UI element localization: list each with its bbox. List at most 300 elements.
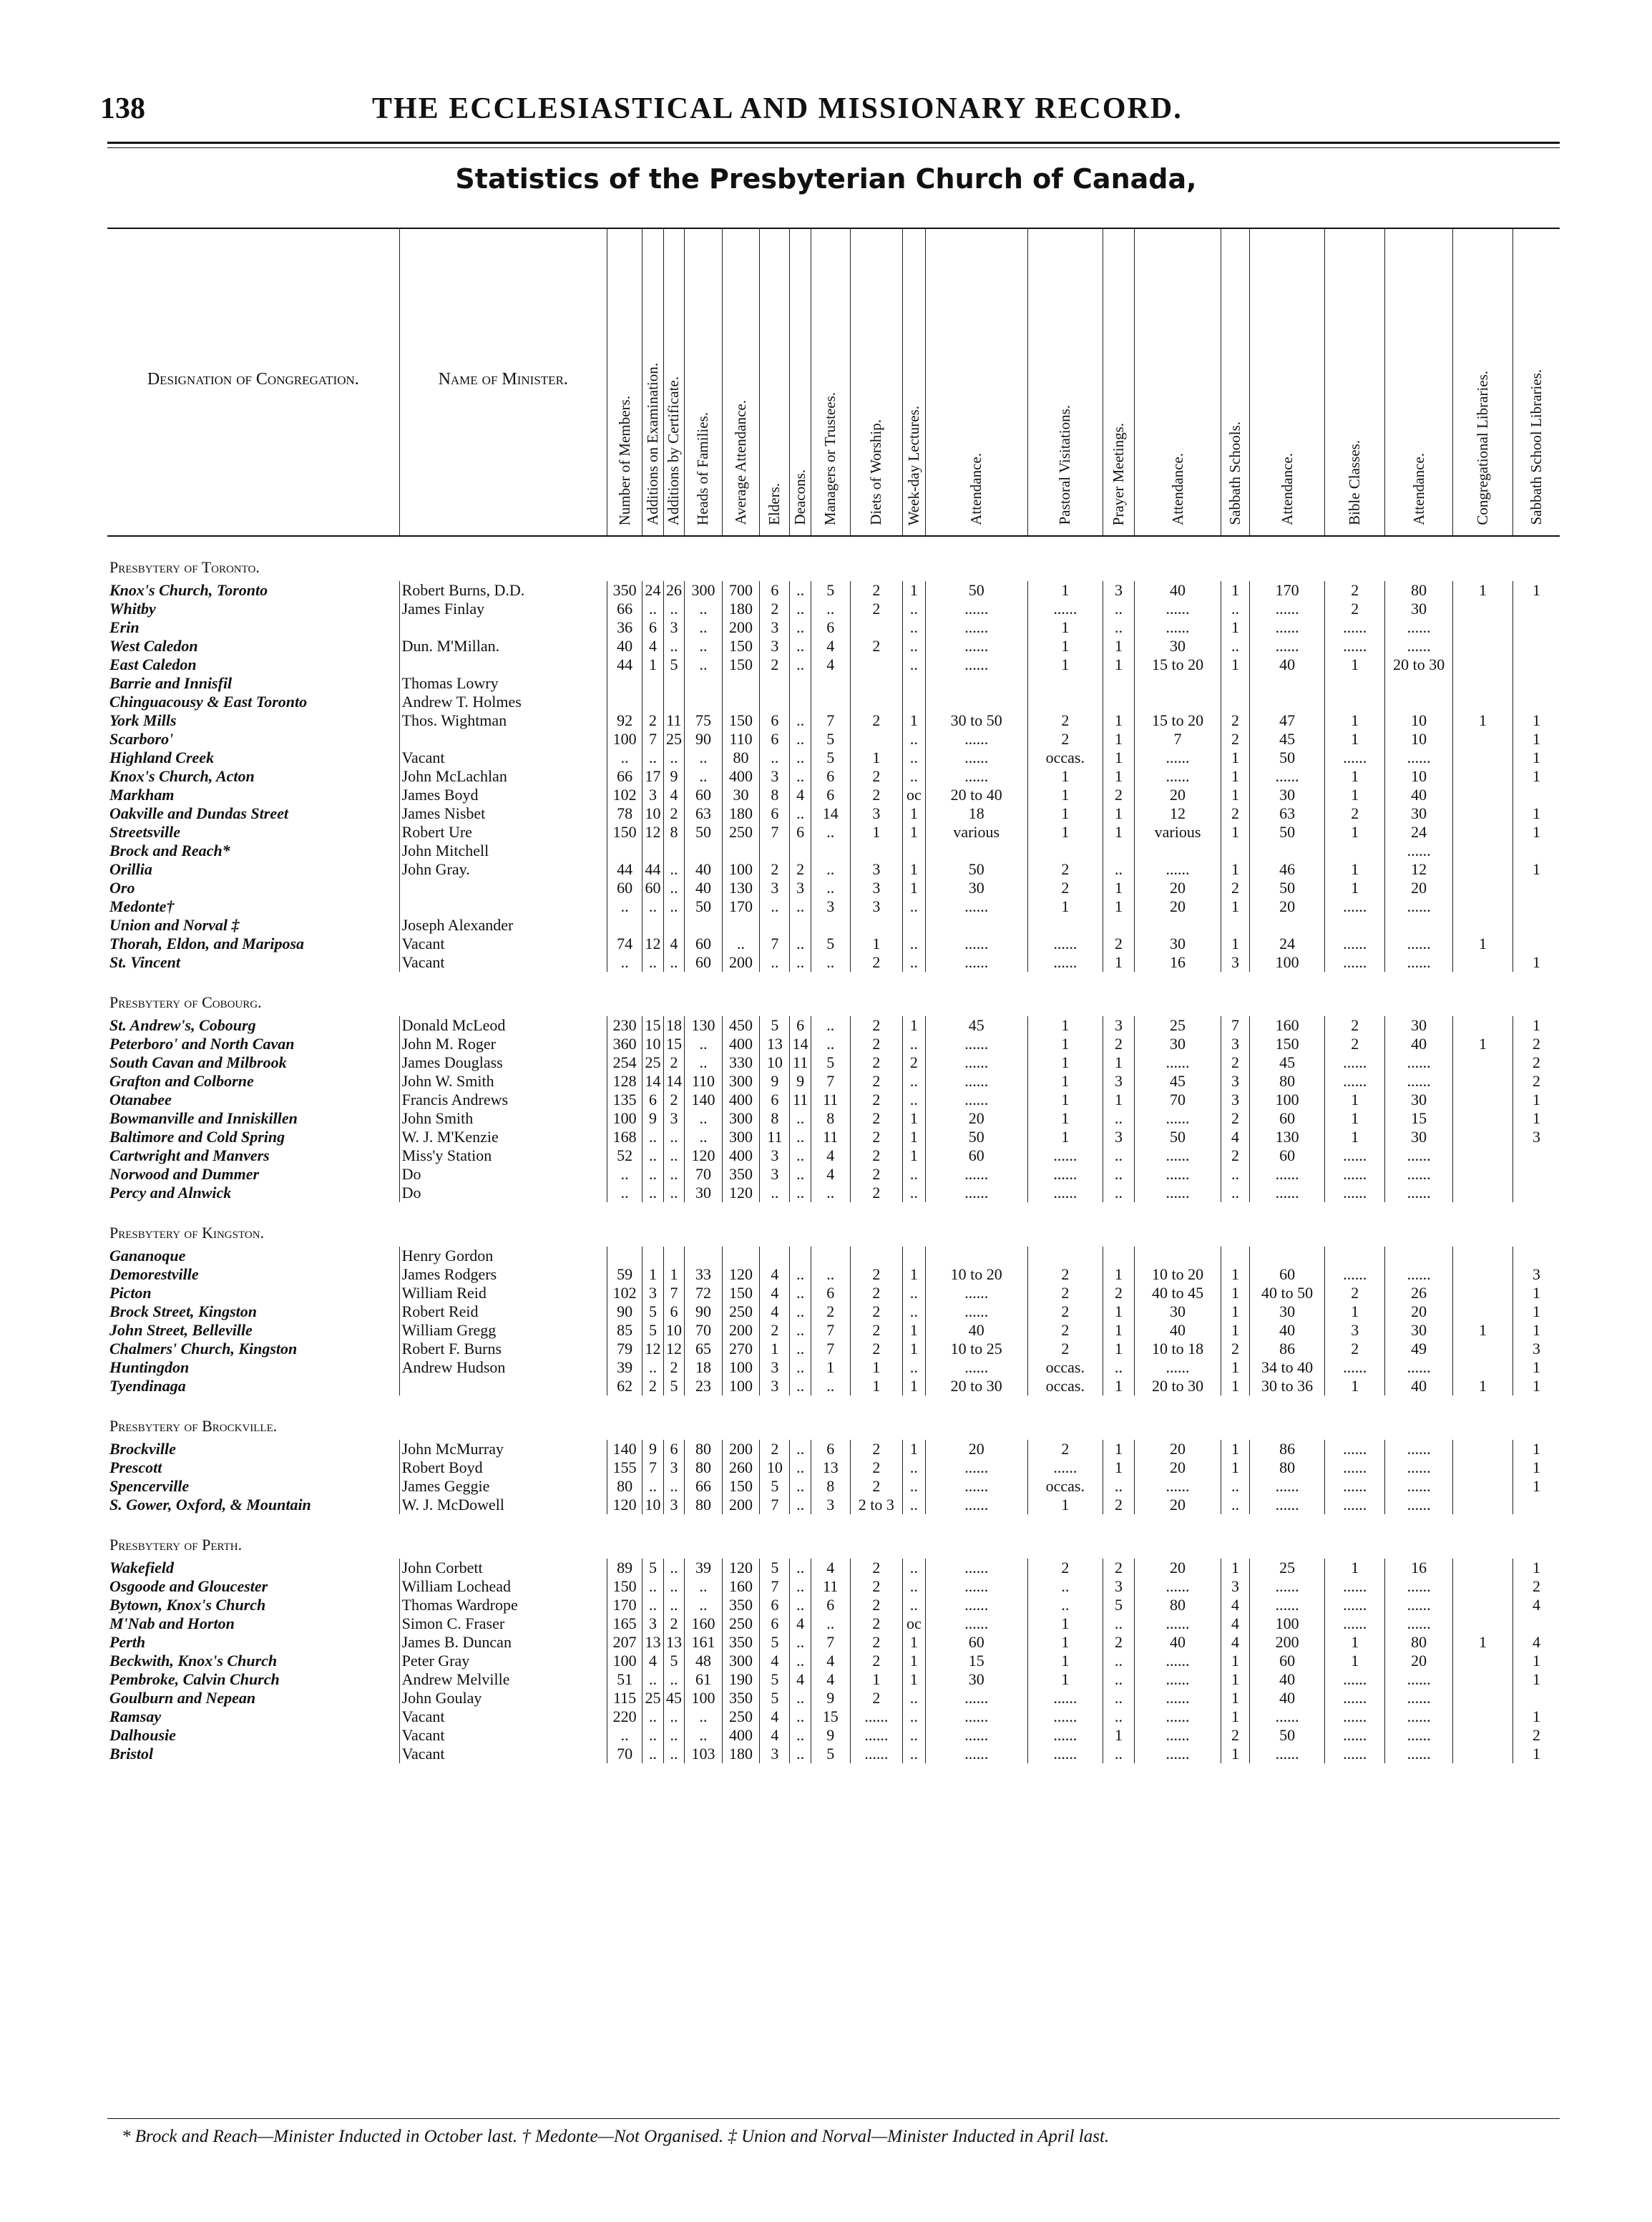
table-cell: 1 <box>903 879 926 897</box>
table-cell: 1 <box>1027 581 1103 600</box>
table-cell: 40 <box>1250 1321 1325 1340</box>
congregation-name: Picton <box>109 1284 152 1302</box>
minister-name: Peter Gray <box>399 1652 607 1670</box>
table-cell: 3 <box>642 1284 663 1302</box>
table-cell: 1 <box>1103 656 1134 674</box>
table-cell: 100 <box>722 1358 760 1377</box>
table-cell <box>1452 897 1512 916</box>
table-cell: 4 <box>1513 1633 1560 1652</box>
table-cell: 207 <box>607 1633 642 1652</box>
statistics-table <box>107 228 1560 1763</box>
table-cell: ...... <box>925 1689 1027 1707</box>
table-cell: 30 <box>1135 1035 1221 1053</box>
table-cell: .. <box>642 1707 663 1726</box>
table-cell: 160 <box>685 1614 723 1633</box>
table-cell: .. <box>790 1633 811 1652</box>
table-cell: 47 <box>1250 711 1325 730</box>
table-cell <box>903 1247 926 1265</box>
table-cell: 1 <box>1103 823 1134 842</box>
table-cell: 16 <box>1135 953 1221 972</box>
minister-name: Vacant <box>399 749 607 767</box>
table-cell <box>1250 916 1325 935</box>
table-cell: 1 <box>1027 823 1103 842</box>
table-cell: 63 <box>685 804 723 823</box>
table-cell <box>607 693 642 711</box>
table-cell: .. <box>663 1707 684 1726</box>
table-cell: 60 <box>1250 1109 1325 1128</box>
table-cell: ...... <box>1135 1109 1221 1128</box>
table-cell: .. <box>903 1165 926 1184</box>
table-cell: 51 <box>607 1670 642 1689</box>
table-cell <box>1452 1614 1512 1633</box>
table-cell: .. <box>663 1184 684 1202</box>
table-cell: 15 <box>642 1016 663 1035</box>
table-cell: 1 <box>1027 1614 1103 1633</box>
table-cell: ...... <box>1325 897 1385 916</box>
table-row <box>107 1284 1560 1302</box>
table-cell <box>1452 1670 1512 1689</box>
table-row <box>107 1247 1560 1265</box>
table-cell: 3 <box>850 860 903 879</box>
table-row <box>107 1109 1560 1128</box>
table-cell: 2 <box>1325 1035 1385 1053</box>
table-cell: .. <box>663 897 684 916</box>
table-cell: 30 <box>1385 1016 1453 1035</box>
table-cell: 8 <box>760 1109 790 1128</box>
table-cell: 5 <box>663 656 684 674</box>
table-row <box>107 711 1560 730</box>
table-cell: 12 <box>642 935 663 953</box>
table-cell: 1 <box>903 1109 926 1128</box>
table-cell: 1 <box>1221 935 1250 953</box>
table-cell: ...... <box>925 1091 1027 1109</box>
table-cell: .. <box>811 1265 850 1284</box>
congregation-name: Spencerville <box>109 1477 190 1495</box>
table-cell: .. <box>1103 1670 1134 1689</box>
table-row <box>107 1165 1560 1184</box>
table-cell <box>1452 953 1512 972</box>
congregation-name: Oakville and Dundas Street <box>109 804 288 822</box>
table-cell: .. <box>1103 1652 1134 1670</box>
table-cell: 8 <box>760 786 790 804</box>
table-cell: 1 <box>903 1016 926 1035</box>
table-cell: 18 <box>685 1358 723 1377</box>
table-cell: 1 <box>1221 1302 1250 1321</box>
table-cell: 2 <box>1027 879 1103 897</box>
table-cell: .. <box>903 637 926 656</box>
table-cell: 2 <box>1221 711 1250 730</box>
table-cell: ...... <box>1027 953 1103 972</box>
table-cell <box>1452 1146 1512 1165</box>
table-cell: 92 <box>607 711 642 730</box>
table-cell: .. <box>903 1458 926 1477</box>
table-cell: ...... <box>1325 1440 1385 1458</box>
table-cell: 1 <box>1221 1358 1250 1377</box>
table-cell: 1 <box>1452 1035 1512 1053</box>
table-cell: 1 <box>1325 823 1385 842</box>
table-cell <box>1513 897 1560 916</box>
table-cell: ...... <box>1135 749 1221 767</box>
congregation-name: South Cavan and Milbrook <box>109 1053 287 1071</box>
table-cell: 190 <box>722 1670 760 1689</box>
table-cell: .. <box>903 1184 926 1202</box>
table-cell: ...... <box>1385 1707 1453 1726</box>
table-cell: 1 <box>903 1377 926 1395</box>
congregation-name: M'Nab and Horton <box>109 1614 235 1632</box>
table-cell: ...... <box>1250 1477 1325 1496</box>
table-cell: .. <box>790 1440 811 1458</box>
table-cell: 66 <box>685 1477 723 1496</box>
table-cell <box>1103 674 1134 693</box>
table-cell: 103 <box>685 1745 723 1763</box>
table-cell: .. <box>1103 600 1134 618</box>
table-cell: 3 <box>760 637 790 656</box>
table-cell: .. <box>642 1745 663 1763</box>
table-cell: 150 <box>722 1477 760 1496</box>
table-cell: 6 <box>642 1091 663 1109</box>
table-cell: .. <box>642 1165 663 1184</box>
table-cell: 2 <box>850 637 903 656</box>
table-cell: 18 <box>925 804 1027 823</box>
table-cell: 1 <box>1513 1321 1560 1340</box>
table-cell: 46 <box>1250 860 1325 879</box>
table-cell: 30 <box>1135 1302 1221 1321</box>
table-cell: ...... <box>1135 1726 1221 1745</box>
table-cell: 10 <box>760 1458 790 1477</box>
table-cell: 1 <box>850 1377 903 1395</box>
table-row <box>107 786 1560 804</box>
table-cell: 3 <box>642 1614 663 1633</box>
table-cell: 5 <box>811 1745 850 1763</box>
table-cell: 60 <box>685 935 723 953</box>
table-cell: 40 <box>685 860 723 879</box>
table-cell: ...... <box>925 1035 1027 1053</box>
table-cell: .. <box>1027 1596 1103 1614</box>
table-cell: 3 <box>1513 1340 1560 1358</box>
minister-name: John McMurray <box>399 1440 607 1458</box>
table-cell: 39 <box>685 1559 723 1577</box>
table-row <box>107 1035 1560 1053</box>
table-cell <box>1452 823 1512 842</box>
table-cell: .. <box>790 953 811 972</box>
table-cell: ...... <box>1135 618 1221 637</box>
table-cell <box>1452 1689 1512 1707</box>
table-cell: 80 <box>685 1440 723 1458</box>
table-cell: ...... <box>1135 767 1221 786</box>
table-cell: 2 <box>1103 1633 1134 1652</box>
congregation-name: Highland Creek <box>109 749 215 766</box>
table-cell: ...... <box>1250 1707 1325 1726</box>
table-cell: .. <box>903 767 926 786</box>
table-cell: 1 <box>903 1340 926 1358</box>
table-cell: .. <box>903 1302 926 1321</box>
table-cell <box>1221 1247 1250 1265</box>
table-cell: .. <box>685 749 723 767</box>
minister-name: John M. Roger <box>399 1035 607 1053</box>
table-cell: 2 <box>1325 1284 1385 1302</box>
table-cell <box>1452 600 1512 618</box>
congregation-name: Pembroke, Calvin Church <box>109 1670 280 1688</box>
table-cell: ...... <box>1325 1577 1385 1596</box>
table-row <box>107 842 1560 860</box>
table-cell: ...... <box>925 1165 1027 1184</box>
table-cell: .. <box>790 1458 811 1477</box>
table-cell: 2 <box>1221 1726 1250 1745</box>
table-cell <box>925 1247 1027 1265</box>
table-cell: 100 <box>1250 1614 1325 1633</box>
table-cell <box>760 916 790 935</box>
table-cell: 2 <box>850 1633 903 1652</box>
table-cell: 2 <box>850 1072 903 1091</box>
table-cell: 1 <box>1103 1265 1134 1284</box>
table-cell: 15 to 20 <box>1135 656 1221 674</box>
table-cell: 1 <box>1221 1559 1250 1577</box>
table-cell <box>607 842 642 860</box>
table-cell: 1 <box>903 711 926 730</box>
table-cell: .. <box>903 618 926 637</box>
table-cell: 50 <box>685 823 723 842</box>
congregation-name: Beckwith, Knox's Church <box>109 1652 278 1670</box>
table-row <box>107 879 1560 897</box>
table-cell: 30 <box>925 1670 1027 1689</box>
minister-name: Robert Reid <box>399 1302 607 1321</box>
table-cell <box>760 1247 790 1265</box>
table-cell: ...... <box>1385 1358 1453 1377</box>
table-cell: .. <box>790 1477 811 1496</box>
table-cell <box>1452 1596 1512 1614</box>
table-cell <box>1027 674 1103 693</box>
table-cell: ...... <box>1325 1689 1385 1707</box>
congregation-name: Huntingdon <box>109 1358 190 1376</box>
table-cell: 6 <box>760 581 790 600</box>
table-cell: 6 <box>790 1016 811 1035</box>
table-cell: 6 <box>811 618 850 637</box>
table-cell: 20 to 30 <box>1135 1377 1221 1395</box>
table-cell: 24 <box>1385 823 1453 842</box>
table-cell: 1 <box>1221 823 1250 842</box>
table-cell: 350 <box>722 1689 760 1707</box>
table-cell: 30 <box>1250 786 1325 804</box>
table-cell: 30 <box>1385 1128 1453 1146</box>
table-cell: .. <box>811 1016 850 1035</box>
table-cell: 1 <box>1325 1091 1385 1109</box>
congregation-name: Demorestville <box>109 1265 199 1283</box>
table-cell: 45 <box>1250 730 1325 749</box>
table-cell: .. <box>642 1184 663 1202</box>
minister-name: James Geggie <box>399 1477 607 1496</box>
table-cell <box>1452 767 1512 786</box>
table-cell: 1 <box>1513 804 1560 823</box>
table-cell: ...... <box>1325 1265 1385 1284</box>
table-cell: 1 <box>1027 1072 1103 1091</box>
table-cell: oc <box>903 786 926 804</box>
table-cell: 350 <box>722 1633 760 1652</box>
table-cell: 1 <box>1221 897 1250 916</box>
minister-name: James Finlay <box>399 600 607 618</box>
table-cell: .. <box>607 749 642 767</box>
minister-name: John Mitchell <box>399 842 607 860</box>
table-cell: .. <box>607 1184 642 1202</box>
table-cell <box>1452 916 1512 935</box>
table-cell: .. <box>811 600 850 618</box>
table-cell <box>760 693 790 711</box>
table-cell: ...... <box>1250 637 1325 656</box>
header-prayer-attendance: Attendance. <box>1135 228 1221 536</box>
table-cell: ...... <box>1325 935 1385 953</box>
table-cell: 6 <box>811 1440 850 1458</box>
table-cell: 100 <box>607 1652 642 1670</box>
table-cell: 7 <box>811 1340 850 1358</box>
table-cell: .. <box>790 749 811 767</box>
congregation-name: Perth <box>109 1633 146 1651</box>
table-row <box>107 860 1560 879</box>
table-cell: 30 <box>1250 1302 1325 1321</box>
table-cell: 1 <box>1325 1559 1385 1577</box>
table-row <box>107 1496 1560 1514</box>
table-cell: ...... <box>925 1284 1027 1302</box>
table-cell <box>1452 1745 1512 1763</box>
table-cell: 1 <box>1513 749 1560 767</box>
table-cell: 160 <box>722 1577 760 1596</box>
table-cell: .. <box>790 618 811 637</box>
table-cell: occas. <box>1027 1377 1103 1395</box>
table-cell: 23 <box>685 1377 723 1395</box>
minister-name: Miss'y Station <box>399 1146 607 1165</box>
table-cell <box>1385 916 1453 935</box>
table-cell: 1 <box>1103 897 1134 916</box>
table-cell: 2 <box>1027 1559 1103 1577</box>
table-cell: 1 <box>1027 1496 1103 1514</box>
minister-name: James Douglass <box>399 1053 607 1072</box>
congregation-name: St. Vincent <box>109 953 181 971</box>
table-cell: ...... <box>1027 1689 1103 1707</box>
table-cell: .. <box>663 749 684 767</box>
table-cell: 7 <box>811 1321 850 1340</box>
table-cell <box>790 693 811 711</box>
table-cell: 5 <box>1103 1596 1134 1614</box>
table-cell: 2 <box>850 1321 903 1340</box>
table-cell: 1 <box>1325 1128 1385 1146</box>
table-cell: occas. <box>1027 1358 1103 1377</box>
table-cell: 6 <box>760 711 790 730</box>
table-cell: 3 <box>760 1377 790 1395</box>
table-cell <box>722 1247 760 1265</box>
table-cell: .. <box>663 1128 684 1146</box>
table-cell: ...... <box>1385 1440 1453 1458</box>
table-cell: 4 <box>1221 1633 1250 1652</box>
table-cell: ...... <box>1325 1072 1385 1091</box>
table-cell: 45 <box>663 1689 684 1707</box>
table-cell: 180 <box>722 1745 760 1763</box>
table-cell: 2 <box>1513 1035 1560 1053</box>
table-cell: ...... <box>1385 953 1453 972</box>
table-cell: 4 <box>790 786 811 804</box>
congregation-name: Bristol <box>109 1745 154 1763</box>
table-cell: 200 <box>722 618 760 637</box>
header-diets-worship: Diets of Worship. <box>850 228 903 536</box>
table-cell: .. <box>663 600 684 618</box>
table-cell <box>1513 1165 1560 1184</box>
table-cell: ...... <box>1135 1670 1221 1689</box>
table-row <box>107 935 1560 953</box>
table-cell: 130 <box>1250 1128 1325 1146</box>
table-cell: 2 <box>1221 804 1250 823</box>
table-cell: 200 <box>722 953 760 972</box>
table-cell: 2 <box>1513 1053 1560 1072</box>
table-cell <box>811 916 850 935</box>
header-pastoral-visitations: Pastoral Visitations. <box>1027 228 1103 536</box>
table-cell: .. <box>903 1358 926 1377</box>
table-cell: 10 <box>663 1321 684 1340</box>
table-cell: 11 <box>663 711 684 730</box>
table-cell: ...... <box>1135 1184 1221 1202</box>
table-cell: ...... <box>1135 1358 1221 1377</box>
table-cell: ...... <box>1135 1165 1221 1184</box>
table-cell: .. <box>642 1358 663 1377</box>
table-cell: .. <box>607 897 642 916</box>
table-cell: .. <box>685 767 723 786</box>
table-cell: 80 <box>1385 1633 1453 1652</box>
table-cell: ...... <box>1135 1477 1221 1496</box>
table-cell: 2 <box>1325 1016 1385 1035</box>
table-cell: 2 <box>1103 786 1134 804</box>
table-cell: .. <box>1221 1477 1250 1496</box>
table-cell <box>685 693 723 711</box>
table-cell: 110 <box>685 1072 723 1091</box>
table-cell: 15 <box>925 1652 1027 1670</box>
table-cell: 5 <box>760 1016 790 1035</box>
table-cell: 1 <box>1027 656 1103 674</box>
table-cell: 2 <box>850 767 903 786</box>
presbytery-heading <box>107 1514 1560 1559</box>
table-cell: 1 <box>1513 767 1560 786</box>
table-cell: ...... <box>1135 1707 1221 1726</box>
table-cell: 1 <box>1103 1053 1134 1072</box>
table-cell: 1 <box>1452 935 1512 953</box>
table-cell: 3 <box>760 618 790 637</box>
table-cell: .. <box>811 1377 850 1395</box>
table-cell: 2 <box>850 1302 903 1321</box>
table-cell: 100 <box>1250 953 1325 972</box>
table-cell: 2 <box>850 1284 903 1302</box>
table-cell <box>850 730 903 749</box>
minister-name: Robert Ure <box>399 823 607 842</box>
table-cell: .. <box>760 749 790 767</box>
table-cell <box>1452 1458 1512 1477</box>
table-cell: 1 <box>903 1128 926 1146</box>
table-cell: ...... <box>1027 1707 1103 1726</box>
minister-name: John W. Smith <box>399 1072 607 1091</box>
table-row <box>107 1726 1560 1745</box>
table-cell: 7 <box>811 1633 850 1652</box>
table-cell: .. <box>790 1652 811 1670</box>
table-cell: 180 <box>722 804 760 823</box>
table-cell: .. <box>760 953 790 972</box>
header-deacons: Deacons. <box>790 228 811 536</box>
table-cell: .. <box>1103 618 1134 637</box>
header-members: Number of Members. <box>607 228 642 536</box>
table-cell: .. <box>790 935 811 953</box>
table-cell <box>685 1247 723 1265</box>
header-bible-attendance: Attendance. <box>1385 228 1453 536</box>
table-cell: 3 <box>850 897 903 916</box>
table-cell: 2 <box>1221 1146 1250 1165</box>
minister-name: W. J. McDowell <box>399 1496 607 1514</box>
table-cell: 5 <box>760 1633 790 1652</box>
table-cell: 1 <box>903 1265 926 1284</box>
table-cell <box>1513 1146 1560 1165</box>
table-cell: .. <box>685 637 723 656</box>
